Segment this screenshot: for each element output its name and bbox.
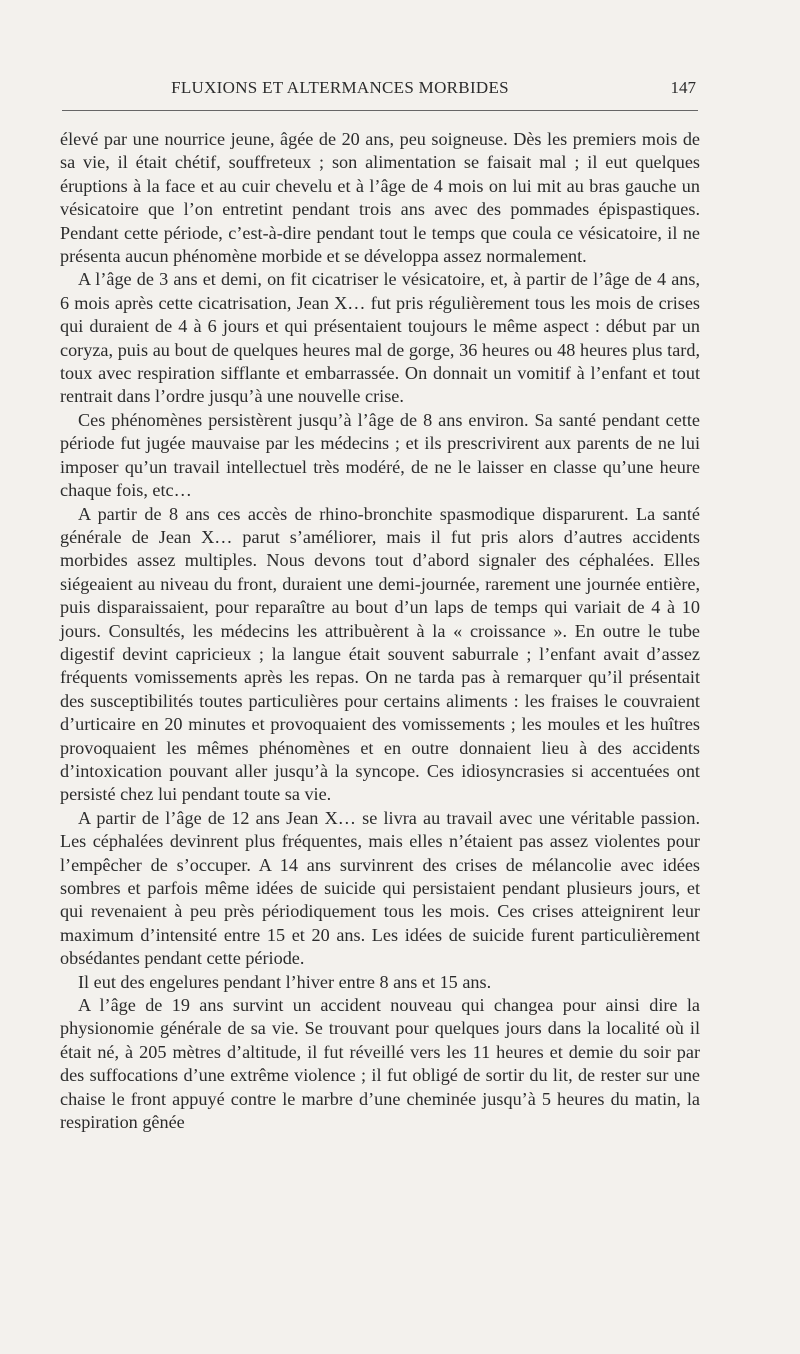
paragraph: élevé par une nourrice jeune, âgée de 20 ans, peu soigneuse. Dès les premiers mois de sa vie, il était chétif, souffreteux ; son alimentation se faisait mal ; il eut quelques éruptions à la face et au cuir chevelu et à l’âge de 4 mois on lui mit au bras gauche un vésicatoire que l’on entretint pendant trois ans avec des pommades épispastiques. Pendant cette période, c’est-à-dire pendant tout le temps que coula ce vésicatoire, il ne présenta aucun phénomène morbide et se développa assez normalement. xyxy=(60,129,700,267)
running-head: FLUXIONS ET ALTERMANCES MORBIDES xyxy=(171,78,509,97)
paragraph: A l’âge de 3 ans et demi, on fit cicatriser le vésicatoire, et, à partir de l’âge de 4 ans, 6 mois après cette cicatrisation, Jean X… fut pris régulièrement tous les mois de crises qui duraient de 4 à 6 jours et qui présentaient toujours le même aspect : début par un coryza, puis au bout de quelques heures mal de gorge, 36 heures ou 48 heures plus tard, toux avec respiration sifflante et embarrassée. On donnait un vomitif à l’enfant et tout rentrait dans l’ordre jusqu’à une nouvelle crise. xyxy=(60,269,700,407)
paragraph: A partir de 8 ans ces accès de rhino-bronchite spasmodique disparurent. La santé générale de Jean X… parut s’améliorer, mais il fut pris alors d’autres accidents morbides assez multiples. Nous devons tout d’abord signaler des céphalées. Elles siégeaient au niveau du front, duraient une demi-journée, rarement une journée entière, puis disparaissaient, pour reparaître au bout d’un laps de temps qui variait de 4 à 10 jours. Consultés, les médecins les attribuèrent à la « croissance ». En outre le tube digestif devint capricieux ; la langue était souvent saburrale ; l’enfant avait d’assez fréquents vomissements après les repas. On ne tarda pas à remarquer qu’il présentait des susceptibilités toutes particulières pour certains aliments : les fraises le couvraient d’urticaire en 20 minutes et provoquaient des vomissements ; les moules et les huîtres provoquaient les mêmes phénomènes et en outre donnaient lieu à des accidents d’intoxication pouvant aller jusqu’à la syncope. Ces idiosyncrasies si accentuées ont persisté chez lui pendant toute sa vie. xyxy=(60,503,700,805)
paragraph: A partir de l’âge de 12 ans Jean X… se livra au travail avec une véritable passion. Les céphalées devinrent plus fréquentes, mais elles n’étaient pas assez violentes pour l’empêcher de s’occuper. A 14 ans survinrent des crises de mélancolie avec idées sombres et parfois même idées de suicide qui persistaient pendant plusieurs jours, et qui revenaient à peu près périodiquement tous les mois. Ces crises atteignirent leur maximum d’intensité entre 15 et 20 ans. Les idées de suicide furent particulièrement obsédantes pendant cette période. xyxy=(60,807,700,969)
paragraph: A l’âge de 19 ans survint un accident nouveau qui changea pour ainsi dire la physionomie générale de sa vie. Se trouvant pour quelques jours dans la localité où il était né, à 205 mètres d’altitude, il fut réveillé vers les 11 heures et demie du soir par des suffocations d’une extrême violence ; il fut obligé de sortir du lit, de rester sur une chaise le front appuyé contre le marbre d’une cheminée jusqu’à 5 heures du matin, la respiration gênée xyxy=(60,995,700,1133)
page-number: 147 xyxy=(670,78,696,97)
body-text xyxy=(60,128,700,1134)
page-header xyxy=(60,76,700,100)
paragraph: Ces phénomènes persistèrent jusqu’à l’âge de 8 ans environ. Sa santé pendant cette période fut jugée mauvaise par les médecins ; et ils prescrivirent aux parents de ne lui imposer qu’un travail intellectuel très modéré, de ne le laisser en classe qu’une heure chaque fois, etc… xyxy=(60,409,700,501)
header-rule xyxy=(62,110,698,111)
paragraph: Il eut des engelures pendant l’hiver entre 8 ans et 15 ans. xyxy=(78,971,492,992)
